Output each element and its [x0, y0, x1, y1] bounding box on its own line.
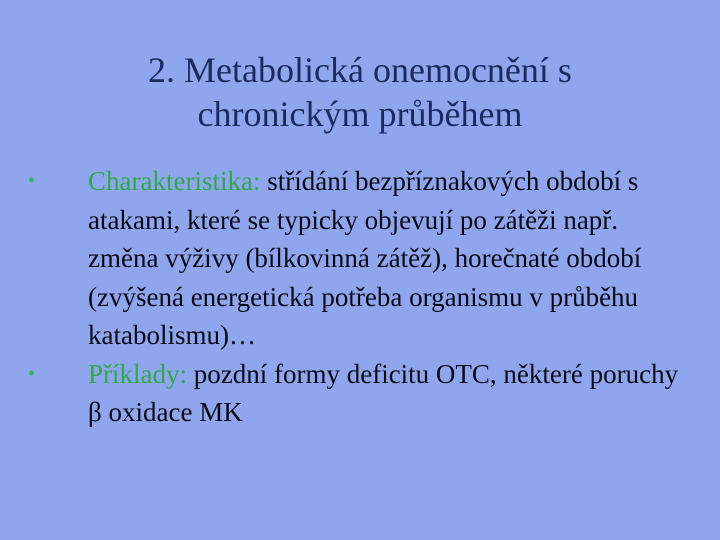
bullet-text: střídání bezpříznakových období s atakami, které se typicky objevují po zátěži např. změna výživy (bílkovinná zátěž), horečnaté období (zvýšená energetická potřeba organismu v průběhu katabolismu)… — [88, 166, 642, 350]
bullet-text: pozdní formy deficitu OTC, některé poruchy β oxidace MK — [88, 358, 679, 427]
bullet-dot-icon: • — [28, 170, 36, 192]
bullet-term: Charakteristika: — [88, 166, 261, 196]
bullet-list — [28, 162, 688, 432]
slide-title-line-2: chronickým průběhem — [197, 94, 523, 134]
slide-title — [40, 48, 680, 136]
slide-title-line-1: 2. Metabolická onemocnění s — [148, 50, 572, 90]
bullet-dot-icon: • — [28, 362, 36, 385]
bullet-item-characteristics — [28, 162, 688, 355]
bullet-term: Příklady: — [88, 358, 187, 389]
bullet-item-examples — [28, 355, 688, 432]
